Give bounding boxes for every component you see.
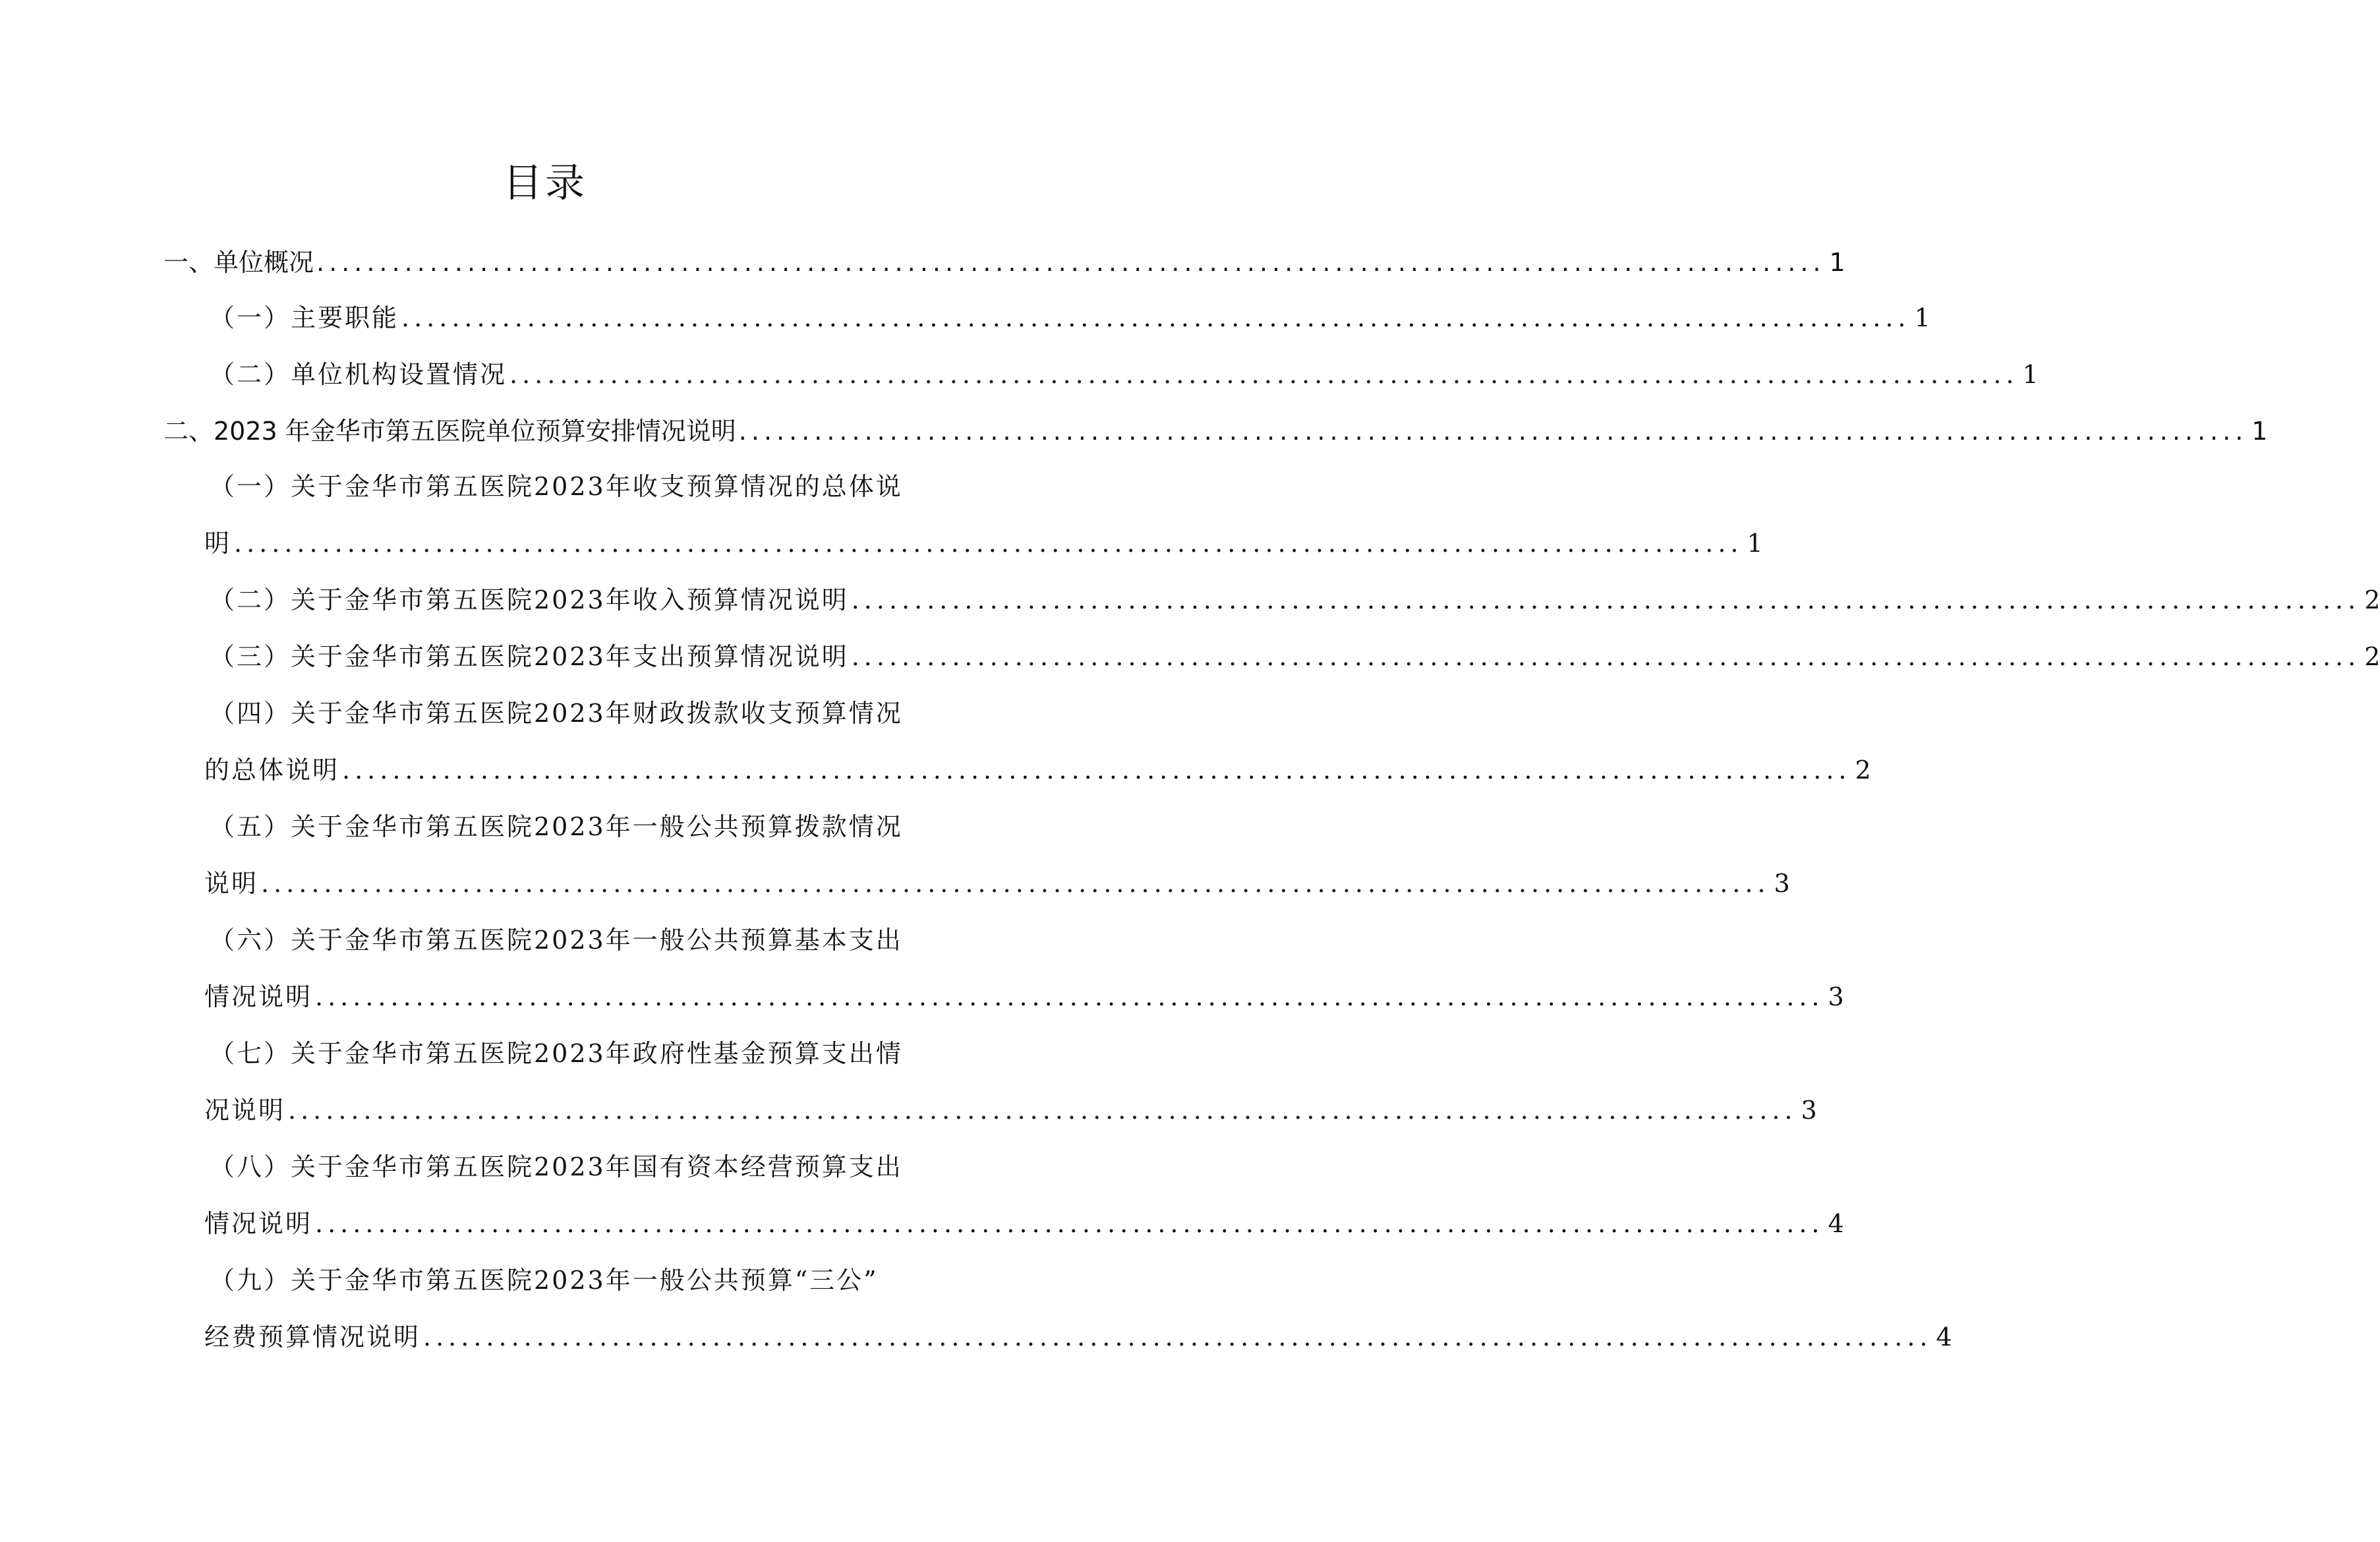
toc-entry-label: 的总体说明 — [204, 756, 340, 785]
toc-page-number: 3 — [1828, 982, 1844, 1011]
toc-page-number: 1 — [2022, 360, 2039, 389]
toc-entry-main-functions[interactable] — [210, 298, 1930, 338]
toc-entry-government-fund-line1[interactable] — [210, 1034, 928, 1073]
toc-entry-label: 说明 — [204, 869, 259, 898]
toc-entry-label: 情况说明 — [204, 982, 313, 1011]
toc-entry-label: 一、单位概况 — [163, 248, 314, 277]
toc-entry-three-public-line1[interactable] — [210, 1260, 928, 1300]
toc-entry-expense-budget[interactable] — [210, 637, 2380, 676]
toc-entry-org-structure[interactable] — [210, 355, 2039, 394]
toc-entry-unit-overview[interactable] — [163, 243, 1845, 282]
toc-leader-dots: ........................................................................................................................ — [851, 585, 2361, 614]
toc-leader-dots: ........................................................................................................................ — [509, 360, 2019, 389]
toc-entry-state-capital-line2[interactable] — [204, 1204, 1844, 1243]
toc-leader-dots: ........................................................................................................................ — [342, 756, 1851, 785]
toc-page-number: 2 — [2364, 642, 2380, 671]
toc-entry-basic-expenditure-line1[interactable] — [210, 920, 928, 960]
toc-entry-label: （九）关于金华市第五医院2023年一般公共预算“三公” — [210, 1266, 879, 1295]
toc-leader-dots: ........................................................................................................................ — [234, 529, 1743, 558]
toc-page-number: 1 — [2251, 417, 2268, 446]
toc-page-number: 2 — [2364, 585, 2380, 614]
toc-page-number: 4 — [1828, 1209, 1844, 1238]
toc-entry-label: 经费预算情况说明 — [204, 1322, 421, 1351]
toc-entry-overall-budget-line1[interactable] — [210, 467, 928, 506]
toc-entry-label: （八）关于金华市第五医院2023年国有资本经营预算支出 — [210, 1152, 903, 1181]
toc-entry-label: （一）关于金华市第五医院2023年收支预算情况的总体说 — [210, 472, 903, 501]
toc-entry-label: （七）关于金华市第五医院2023年政府性基金预算支出情 — [210, 1039, 903, 1068]
page-title: 目录 — [503, 160, 587, 206]
toc-entry-public-budget-allocation-line2[interactable] — [204, 864, 1790, 903]
toc-entry-label: （五）关于金华市第五医院2023年一般公共预算拨款情况 — [210, 812, 903, 841]
toc-entry-label: 明 — [204, 529, 232, 558]
toc-entry-label: （六）关于金华市第五医院2023年一般公共预算基本支出 — [210, 926, 903, 955]
toc-entry-label: （四）关于金华市第五医院2023年财政拨款收支预算情况 — [210, 699, 903, 728]
toc-page-number: 1 — [1914, 303, 1930, 332]
toc-page-number: 1 — [1829, 248, 1845, 277]
toc-entry-budget-arrangement[interactable] — [163, 411, 2268, 451]
toc-leader-dots: ........................................................................................................................ — [738, 417, 2248, 446]
toc-page-number: 3 — [1801, 1096, 1817, 1125]
toc-entry-label: （二）关于金华市第五医院2023年收入预算情况说明 — [210, 585, 849, 614]
toc-leader-dots: ........................................................................................................................ — [288, 1096, 1797, 1125]
toc-page-number: 4 — [1936, 1322, 1952, 1351]
toc-entry-label: （二）单位机构设置情况 — [210, 360, 508, 389]
toc-entry-label: 二、2023 年金华市第五医院单位预算安排情况说明 — [163, 417, 736, 446]
toc-page-number: 3 — [1774, 869, 1790, 898]
toc-entry-label: （一）主要职能 — [210, 303, 399, 332]
toc-leader-dots: ........................................................................................................................ — [423, 1322, 1932, 1351]
toc-entry-label: （三）关于金华市第五医院2023年支出预算情况说明 — [210, 642, 849, 671]
toc-page-number: 1 — [1747, 529, 1763, 558]
toc-entry-label: 情况说明 — [204, 1209, 313, 1238]
toc-entry-public-budget-allocation-line1[interactable] — [210, 807, 928, 846]
toc-entry-overall-budget-line2[interactable] — [204, 523, 1763, 563]
toc-entry-government-fund-line2[interactable] — [204, 1090, 1817, 1130]
toc-entry-fiscal-allocation-line1[interactable] — [210, 694, 928, 733]
toc-entry-basic-expenditure-line2[interactable] — [204, 977, 1844, 1017]
toc-leader-dots: ........................................................................................................................ — [261, 869, 1770, 898]
toc-entry-state-capital-line1[interactable] — [210, 1147, 928, 1187]
toc-entry-label: 况说明 — [204, 1096, 286, 1125]
toc-leader-dots: ........................................................................................................................ — [851, 642, 2361, 671]
toc-entry-three-public-line2[interactable] — [204, 1317, 1952, 1357]
toc-leader-dots: ........................................................................................................................ — [401, 303, 1911, 332]
toc-leader-dots: ........................................................................................................................ — [316, 248, 1826, 277]
toc-page-number: 2 — [1855, 756, 1871, 785]
toc-leader-dots: ........................................................................................................................ — [315, 982, 1824, 1011]
toc-entry-income-budget[interactable] — [210, 580, 2380, 620]
toc-leader-dots: ........................................................................................................................ — [315, 1209, 1824, 1238]
toc-entry-fiscal-allocation-line2[interactable] — [204, 750, 1871, 790]
